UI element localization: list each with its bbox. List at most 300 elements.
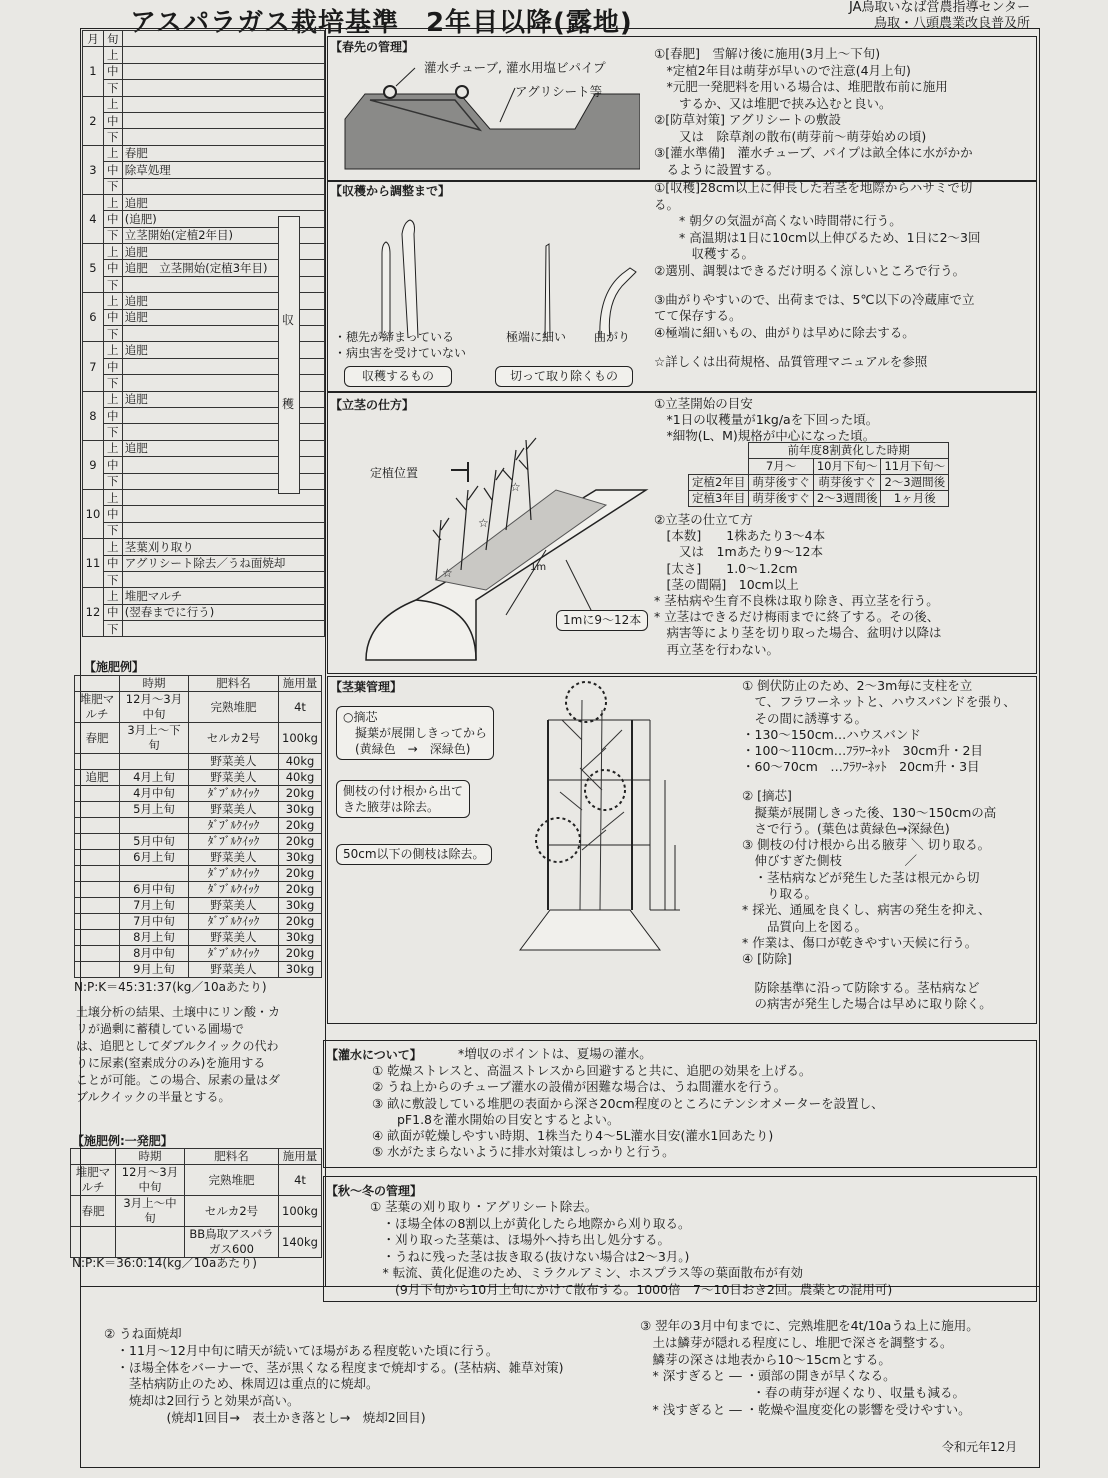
fert-cell-g: 堆肥マルチ: [71, 1165, 116, 1196]
text-line: * 茎枯病や生育不良株は取り除き、再立茎を行う。: [654, 593, 939, 609]
page-title: アスパラガス栽培基準 2年目以降(露地): [130, 8, 633, 38]
table-row: [75, 818, 322, 834]
table-row: [689, 475, 949, 491]
text-line: 土は鱗芽が隠れる程度にし、堆肥で深さを調整する。: [640, 1334, 953, 1350]
text-line: ②[防草対策] アグリシートの敷設: [654, 112, 842, 127]
table-cell: [689, 459, 749, 475]
fert-cell-f: 野菜美人: [189, 850, 279, 866]
fert-cell-g: [75, 930, 120, 946]
footer-date: 令和元年12月: [942, 1440, 1018, 1454]
calendar-entry: 追肥: [122, 309, 324, 325]
text-line: ・ほ場全体の8割以上が黄化したら地際から刈り取る。: [370, 1215, 691, 1231]
fert-cell-t: 7月中旬: [120, 914, 189, 930]
table-row: [75, 786, 322, 802]
calendar-month: 6: [83, 293, 104, 342]
table-row: [75, 770, 322, 786]
calendar-month: 12: [83, 588, 104, 637]
calendar-period: 上: [103, 293, 122, 309]
fert-cell-a: 40kg: [279, 770, 322, 786]
calendar-period: 上: [103, 391, 122, 407]
fert-cell-t: 3月上～中旬: [116, 1196, 185, 1227]
fert-cell-f: ﾀﾞﾌﾞﾙｸｲｯｸ: [189, 786, 279, 802]
calendar-entry: [122, 80, 324, 96]
fert-cell-t: [116, 1227, 185, 1258]
table-cell: 1ヶ月後: [881, 491, 949, 507]
fert1-npk: N:P:K＝45:31:37(kg／10aあたり): [74, 980, 267, 994]
calendar-period: 中: [103, 112, 122, 128]
fert-cell-f: セルカ2号: [189, 723, 279, 754]
fert-cell-f: 野菜美人: [189, 898, 279, 914]
fert-cell-t: 12月～3月中旬: [120, 692, 189, 723]
text-line: リが過剰に蓄積している圃場で: [76, 1022, 245, 1036]
text-line: ①[収穫]28cm以上に伸長した若茎を地際からハサミで切: [654, 180, 973, 195]
fert-cell-a: 20kg: [279, 946, 322, 962]
text-line: 擬葉が展開しきってから: [343, 726, 488, 740]
text-line: [茎の間隔] 10cm以上: [654, 576, 799, 592]
water-text: [372, 1063, 884, 1161]
foliage-title: 【茎葉管理】: [330, 680, 403, 694]
fert-cell-a: 100kg: [279, 723, 322, 754]
text-line: り取る。: [742, 886, 818, 902]
calendar-entry: [122, 571, 324, 587]
spring-fig-label-1: 灌水チューブ, 灌水用塩ビパイプ: [424, 60, 606, 75]
fert2-title: 【施肥例:一発肥】: [72, 1134, 173, 1148]
text-line: 防除基準に沿って防除する。茎枯病など: [742, 980, 980, 996]
standing-title: 【立茎の仕方】: [330, 398, 415, 412]
calendar-entry: 茎葉刈り取り: [122, 539, 324, 555]
text-line: ③ 翌年の3月中旬までに、完熟堆肥を4t/10aうね上に施用。: [640, 1318, 979, 1333]
text-line: * 転流、黄化促進のため、ミラクルアミン、ホスプラス等の葉面散布が有効: [370, 1265, 803, 1280]
fert-cell-f: 野菜美人: [189, 930, 279, 946]
fert-cell-t: [120, 754, 189, 770]
fert-cell-a: 40kg: [279, 754, 322, 770]
fert-header: 施用量: [279, 1149, 322, 1165]
fert-cell-f: ﾀﾞﾌﾞﾙｸｲｯｸ: [189, 818, 279, 834]
text-line: *細物(L、M)規格が中心になった頃。: [654, 428, 876, 443]
fert-cell-f: 完熟堆肥: [189, 692, 279, 723]
calendar-period: 中: [103, 309, 122, 325]
text-line: ☆詳しくは出荷規格、品質管理マニュアルを参照: [654, 353, 928, 369]
calendar-entry: 追肥 立茎開始(定植3年目): [122, 260, 324, 276]
table-row: [71, 1165, 322, 1196]
text-line: [654, 341, 981, 354]
text-line: ① 乾燥ストレスと、高温ストレスから回避すると共に、追肥の効果を上げる。: [372, 1063, 812, 1078]
fert-cell-a: 140kg: [279, 1227, 322, 1258]
calendar-entry: [122, 522, 324, 538]
table-title: 前年度8割黄化した時期: [749, 443, 949, 459]
fert-cell-a: 4t: [279, 692, 322, 723]
calendar-entry: [122, 621, 324, 637]
calendar-header: 月: [83, 31, 104, 47]
fert-cell-f: ﾀﾞﾌﾞﾙｸｲｯｸ: [189, 866, 279, 882]
text-line: 収穫する。: [654, 246, 755, 261]
fert-cell-t: [120, 866, 189, 882]
calendar-period: 上: [103, 489, 122, 505]
text-line: ② うね面焼却: [104, 1326, 182, 1341]
table-row: [75, 850, 322, 866]
calendar-header: 旬: [103, 31, 122, 47]
star-mark: ☆: [510, 480, 521, 494]
fert-cell-t: 5月上旬: [120, 802, 189, 818]
table-cell: 定植3年目: [689, 491, 749, 507]
fert-cell-f: 野菜美人: [189, 962, 279, 978]
text-line: その間に誘導する。: [742, 710, 868, 726]
fert-cell-a: 20kg: [279, 914, 322, 930]
table-col-header: 11月下旬～: [881, 459, 949, 475]
text-line: ・春の萌芽が遅くなり、収量も減る。: [640, 1385, 966, 1401]
calendar-row: [83, 178, 325, 194]
calendar-period: 中: [103, 358, 122, 374]
calendar-row: [83, 63, 325, 79]
bottom-right-text: [640, 1318, 979, 1419]
fert-header: 時期: [120, 676, 189, 692]
fert-cell-f: 完熟堆肥: [185, 1165, 279, 1196]
standing-fig-label-pos: 定植位置: [370, 466, 419, 480]
table-col-header: 7月～: [749, 459, 814, 475]
harvest-cap-1: ・穂先が締まっている: [334, 330, 455, 344]
fert-cell-t: 7月上旬: [120, 898, 189, 914]
bottom-left-text: [104, 1326, 564, 1427]
text-line: ③ 畝に敷設している堆肥の表面から深さ20cm程度のところにテンシオメーターを設置し、: [372, 1095, 884, 1111]
fert-cell-a: 30kg: [279, 802, 322, 818]
text-line: ・100～110cm…ﾌﾗﾜｰﾈｯﾄ 30cm升・2目: [742, 743, 983, 759]
fert-cell-t: 8月中旬: [120, 946, 189, 962]
table-row: [71, 1227, 322, 1258]
fert-cell-g: [75, 754, 120, 770]
text-line: (黄緑色 → 深緑色): [343, 742, 471, 756]
text-line: * 立茎はできるだけ梅雨までに終了する。その後、: [654, 609, 940, 625]
calendar-row: [83, 145, 325, 161]
fert-cell-t: 4月上旬: [120, 770, 189, 786]
harvest-label-1: 収: [282, 313, 295, 327]
fert-cell-g: [75, 914, 120, 930]
text-line: りに尿素(窒素成分のみ)を施用する: [76, 1056, 266, 1070]
fert-cell-t: 4月中旬: [120, 786, 189, 802]
water-title: 【灌水について】: [326, 1048, 422, 1062]
calendar-row: [83, 80, 325, 96]
table-row: [75, 754, 322, 770]
table-row: [75, 692, 322, 723]
text-line: [742, 776, 1016, 789]
table-cell: 萌芽後すぐ: [749, 491, 814, 507]
fert-cell-f: 野菜美人: [189, 802, 279, 818]
org-line-1: JA鳥取いなば営農指導センター: [849, 0, 1030, 15]
fert-cell-t: 5月中旬: [120, 834, 189, 850]
calendar-period: 上: [103, 440, 122, 456]
calendar-row: [83, 96, 325, 112]
calendar-period: 上: [103, 588, 122, 604]
calendar-period: 上: [103, 47, 122, 63]
spring-fig-label-2: アグリシート等: [515, 84, 603, 99]
calendar-entry: 追肥: [122, 293, 324, 309]
text-line: 土壌分析の結果、土壌中にリン酸・カ: [76, 1005, 281, 1019]
fert-cell-g: 堆肥マルチ: [75, 692, 120, 723]
fert-cell-a: 30kg: [279, 930, 322, 946]
table-row: [75, 834, 322, 850]
text-line: ⑤ 水がたまらないように排水対策はしっかりと行う。: [372, 1144, 675, 1160]
text-line: するか、又は堆肥で挟み込むと良い。: [654, 95, 892, 111]
calendar-period: 下: [103, 227, 122, 243]
text-line: 側枝の付け根から出て: [343, 784, 464, 798]
calendar-row: [83, 162, 325, 178]
calendar-period: 下: [103, 473, 122, 489]
table-row: [75, 930, 322, 946]
calendar-row: [83, 129, 325, 145]
text-line: は、追肥としてダブルクイックの代わ: [76, 1039, 279, 1053]
fert-cell-g: 追肥: [75, 770, 120, 786]
spear-illustration: [360, 214, 660, 338]
water-point: *増収のポイントは、夏場の灌水。: [458, 1046, 652, 1061]
fert-cell-a: 30kg: [279, 962, 322, 978]
text-line: ことが可能。この場合、尿素の量はダ: [76, 1073, 281, 1087]
cut-label-box: 切って取り除くもの: [495, 366, 633, 387]
text-line: *元肥一発肥料を用いる場合は、堆肥散布前に施用: [654, 79, 948, 94]
table-cell: 萌芽後すぐ: [749, 475, 814, 491]
calendar-entry: [122, 129, 324, 145]
text-line: ④ [防除]: [742, 951, 792, 967]
fert-cell-g: [75, 898, 120, 914]
text-line: [本数] 1株あたり3～4本: [654, 528, 826, 544]
text-line: ③曲がりやすいので、出荷までは、5℃以下の冷蔵庫で立: [654, 291, 975, 307]
text-line: ・60～70cm …ﾌﾗﾜｰﾈｯﾄ 20cm升・3目: [742, 759, 980, 775]
calendar-month: 11: [83, 539, 104, 588]
text-line: の病害が発生した場合は早めに取り除く。: [742, 996, 992, 1012]
text-line: ②立茎の仕立て方: [654, 512, 753, 527]
calendar-period: 中: [103, 407, 122, 423]
fert-cell-t: 6月中旬: [120, 882, 189, 898]
text-line: ・茎枯病などが発生した茎は根元から切: [742, 869, 980, 885]
standing-count-box: 1mに9～12本: [556, 610, 648, 631]
text-line: てて保存する。: [654, 308, 742, 323]
star-mark: ☆: [478, 516, 489, 530]
standing-fig-label-1m: 1m: [530, 562, 547, 573]
fert-cell-a: 4t: [279, 1165, 322, 1196]
text-line: る。: [654, 196, 680, 212]
calendar-period: 上: [103, 145, 122, 161]
standing-text-1: [654, 396, 878, 444]
calendar-entry: [122, 96, 324, 112]
calendar-period: 中: [103, 211, 122, 227]
foliage-box-2: [336, 780, 470, 818]
foliage-text: [742, 678, 1016, 1013]
fert-header: [75, 676, 120, 692]
calendar-period: 下: [103, 522, 122, 538]
fert-header: 施用量: [279, 676, 322, 692]
text-line: ④ 畝面が乾燥しやすい時期、1株当たり4～5L灌水目安(灌水1回あたり): [372, 1128, 774, 1144]
text-line: * 朝夕の気温が高くない時間帯に行う。: [654, 213, 902, 228]
harvest-title: 【収穫から調整まで】: [330, 184, 451, 198]
calendar-period: 下: [103, 424, 122, 440]
table-row: [71, 1196, 322, 1227]
text-line: ②選別、調製はできるだけ明るく涼しいところで行う。: [654, 262, 966, 278]
table-row: [75, 866, 322, 882]
text-line: *1日の収穫量が1kg/aを下回った頃。: [654, 412, 879, 427]
calendar-row: [83, 506, 325, 522]
spring-text: [654, 46, 973, 178]
fert2-npk: N:P:K＝36:0:14(kg／10aあたり): [72, 1256, 257, 1270]
fert-header: 時期: [116, 1149, 185, 1165]
calendar-entry: [122, 47, 324, 63]
table-cell: [689, 443, 749, 459]
fert-cell-f: ﾀﾞﾌﾞﾙｸｲｯｸ: [189, 914, 279, 930]
table-col-header: 10月下旬～: [813, 459, 881, 475]
text-line: (9月下旬から10月上旬にかけて散布する。1000倍 7～10日おき2回。農薬との混用可): [370, 1281, 893, 1297]
fert-cell-g: [75, 850, 120, 866]
fert-cell-f: 野菜美人: [189, 754, 279, 770]
calendar-entry: 追肥: [122, 244, 324, 260]
bed-illustration: [356, 410, 656, 672]
calendar-period: 下: [103, 129, 122, 145]
fert-cell-f: セルカ2号: [185, 1196, 279, 1227]
text-line: 再立茎を行わない。: [654, 641, 780, 657]
standing-text-2: [654, 512, 942, 658]
fert-header: [71, 1149, 116, 1165]
calendar-row: [83, 604, 325, 620]
calendar-entry: 追肥: [122, 194, 324, 210]
calendar-row: [83, 555, 325, 571]
calendar-entry: [122, 63, 324, 79]
calendar-entry: 追肥: [122, 391, 324, 407]
text-line: ・うねに残った茎は抜き取る(抜けない場合は2～3月。): [370, 1248, 690, 1264]
text-line: [太さ] 1.0～1.2cm: [654, 560, 798, 576]
table-cell: 2～3週間後: [881, 475, 949, 491]
calendar-period: 中: [103, 260, 122, 276]
fert-cell-t: 9月上旬: [120, 962, 189, 978]
calendar-month: 2: [83, 96, 104, 145]
text-line: (焼却1回目→ 表土かき落とし→ 焼却2回目): [104, 1409, 426, 1425]
table-row: [75, 723, 322, 754]
text-line: * 高温期は1日に10cm以上伸びるため、1日に2～3回: [654, 229, 981, 245]
fert-cell-g: [75, 786, 120, 802]
fert-cell-a: 20kg: [279, 786, 322, 802]
text-line: * 作業は、傷口が乾きやすい天候に行う。: [742, 934, 978, 950]
text-line: * 深すぎると ― ・頭部の開きが早くなる。: [640, 1368, 896, 1384]
fert-cell-f: ﾀﾞﾌﾞﾙｸｲｯｸ: [189, 882, 279, 898]
standing-start-table: [688, 442, 949, 507]
text-line: て、フラワーネットと、ハウスバンドを張り、: [742, 694, 1016, 710]
calendar-row: [83, 47, 325, 63]
table-row: [689, 491, 949, 507]
calendar-month: 7: [83, 342, 104, 391]
text-line: ・11月～12月中旬に晴天が続いてほ場がある程度乾いた頃に行う。: [104, 1342, 499, 1358]
calendar-period: 上: [103, 244, 122, 260]
text-line: ①[春肥] 雪解け後に施用(3月上～下旬): [654, 46, 881, 61]
calendar-period: 下: [103, 178, 122, 194]
fert-cell-g: [75, 882, 120, 898]
text-line: 病害等により茎を切り取った場合、盆明け以降は: [654, 625, 942, 641]
table-row: [75, 802, 322, 818]
text-line: ○摘芯: [343, 710, 378, 724]
fert-cell-g: 春肥: [75, 723, 120, 754]
calendar-period: 中: [103, 555, 122, 571]
harvest-label-2: 穫: [282, 397, 295, 411]
fert-cell-f: BB鳥取アスパラガス600: [185, 1227, 279, 1258]
autumn-title: 【秋～冬の管理】: [326, 1184, 423, 1198]
calendar-entry: 追肥: [122, 440, 324, 456]
trellis-illustration: [510, 680, 740, 960]
text-line: ・130～150cm…ハウスバンド: [742, 726, 921, 742]
calendar-month: 5: [83, 244, 104, 293]
fert1-table: [74, 675, 322, 978]
calendar-entry: [122, 178, 324, 194]
calendar-period: 下: [103, 326, 122, 342]
calendar-period: 下: [103, 571, 122, 587]
fert-cell-t: [120, 818, 189, 834]
calendar-entry: [122, 112, 324, 128]
calendar-period: 下: [103, 276, 122, 292]
fert1-title: 【施肥例】: [84, 660, 145, 674]
calendar-entry: [122, 506, 324, 522]
fert-cell-g: [75, 866, 120, 882]
fert-cell-g: 春肥: [71, 1196, 116, 1227]
org-line-2: 鳥取・八頭農業改良普及所: [873, 16, 1030, 31]
text-line: 茎枯病防止のため、株周辺は重点的に焼却。: [104, 1376, 379, 1392]
table-cell: 2～3週間後: [813, 491, 881, 507]
calendar-month: 9: [83, 440, 104, 489]
table-row: [75, 882, 322, 898]
text-line: さで行う。(葉色は黄緑色→深緑色): [742, 820, 950, 836]
left-col-lower-border: [325, 1024, 326, 1286]
fert-cell-g: [75, 962, 120, 978]
harvest-cap-2: ・病虫害を受けていない: [334, 346, 467, 360]
calendar-period: 中: [103, 457, 122, 473]
fert-cell-a: 20kg: [279, 882, 322, 898]
text-line: 品質向上を図る。: [742, 918, 868, 934]
calendar-entry: アグリシート除去／うね面焼却: [122, 555, 324, 571]
calendar-month: 1: [83, 47, 104, 96]
text-line: きた腋芽は除去。: [343, 800, 440, 814]
calendar-period: 下: [103, 375, 122, 391]
calendar-row: [83, 194, 325, 210]
fert-cell-f: ﾀﾞﾌﾞﾙｸｲｯｸ: [189, 946, 279, 962]
fert-cell-g: [75, 802, 120, 818]
calendar-row: [83, 522, 325, 538]
fert-cell-g: [75, 946, 120, 962]
calendar-period: 中: [103, 604, 122, 620]
calendar-month: 3: [83, 145, 104, 194]
harvest-cap-4: 曲がり: [594, 330, 631, 344]
text-line: [654, 279, 981, 292]
table-row: [75, 946, 322, 962]
foliage-box-1: [336, 706, 494, 760]
star-mark: ☆: [442, 566, 453, 580]
fert-cell-g: [71, 1227, 116, 1258]
autumn-text: [370, 1199, 892, 1298]
calendar-row: [83, 112, 325, 128]
text-line: ② うね上からのチューブ灌水の設備が困難な場合は、うね間灌水を行う。: [372, 1079, 787, 1095]
calendar-entry: 立茎開始(定植2年目): [122, 227, 324, 243]
text-line: 又は 除草剤の散布(萌芽前～萌芽始めの頃): [654, 128, 927, 144]
table-cell: 定植2年目: [689, 475, 749, 491]
fert-cell-a: 30kg: [279, 898, 322, 914]
fert-cell-t: 12月～3月中旬: [116, 1165, 185, 1196]
spring-title: 【春先の管理】: [330, 40, 415, 54]
calendar-entry: (追肥): [122, 211, 324, 227]
text-line: [742, 968, 1016, 981]
calendar-row: [83, 571, 325, 587]
fert-cell-t: 3月上～下旬: [120, 723, 189, 754]
text-line: ブルクイックの半量とする。: [76, 1090, 231, 1104]
text-line: ・ほ場全体をバーナーで、茎が黒くなる程度まで焼却する。(茎枯病、雑草対策): [104, 1359, 564, 1375]
fert-header: 肥料名: [189, 676, 279, 692]
text-line: ①立茎開始の目安: [654, 396, 753, 411]
fert-cell-f: 野菜美人: [189, 770, 279, 786]
text-line: 鱗芽の深さは地表から10～15cmとする。: [640, 1351, 891, 1367]
text-line: 擬葉が展開しきった後、130～150cmの高: [742, 804, 997, 820]
harvest-cap-3: 極端に細い: [506, 330, 567, 344]
text-line: 焼却は2回行うと効果が高い。: [104, 1393, 300, 1409]
text-line: ④極端に細いもの、曲がりは早めに除去する。: [654, 324, 915, 340]
